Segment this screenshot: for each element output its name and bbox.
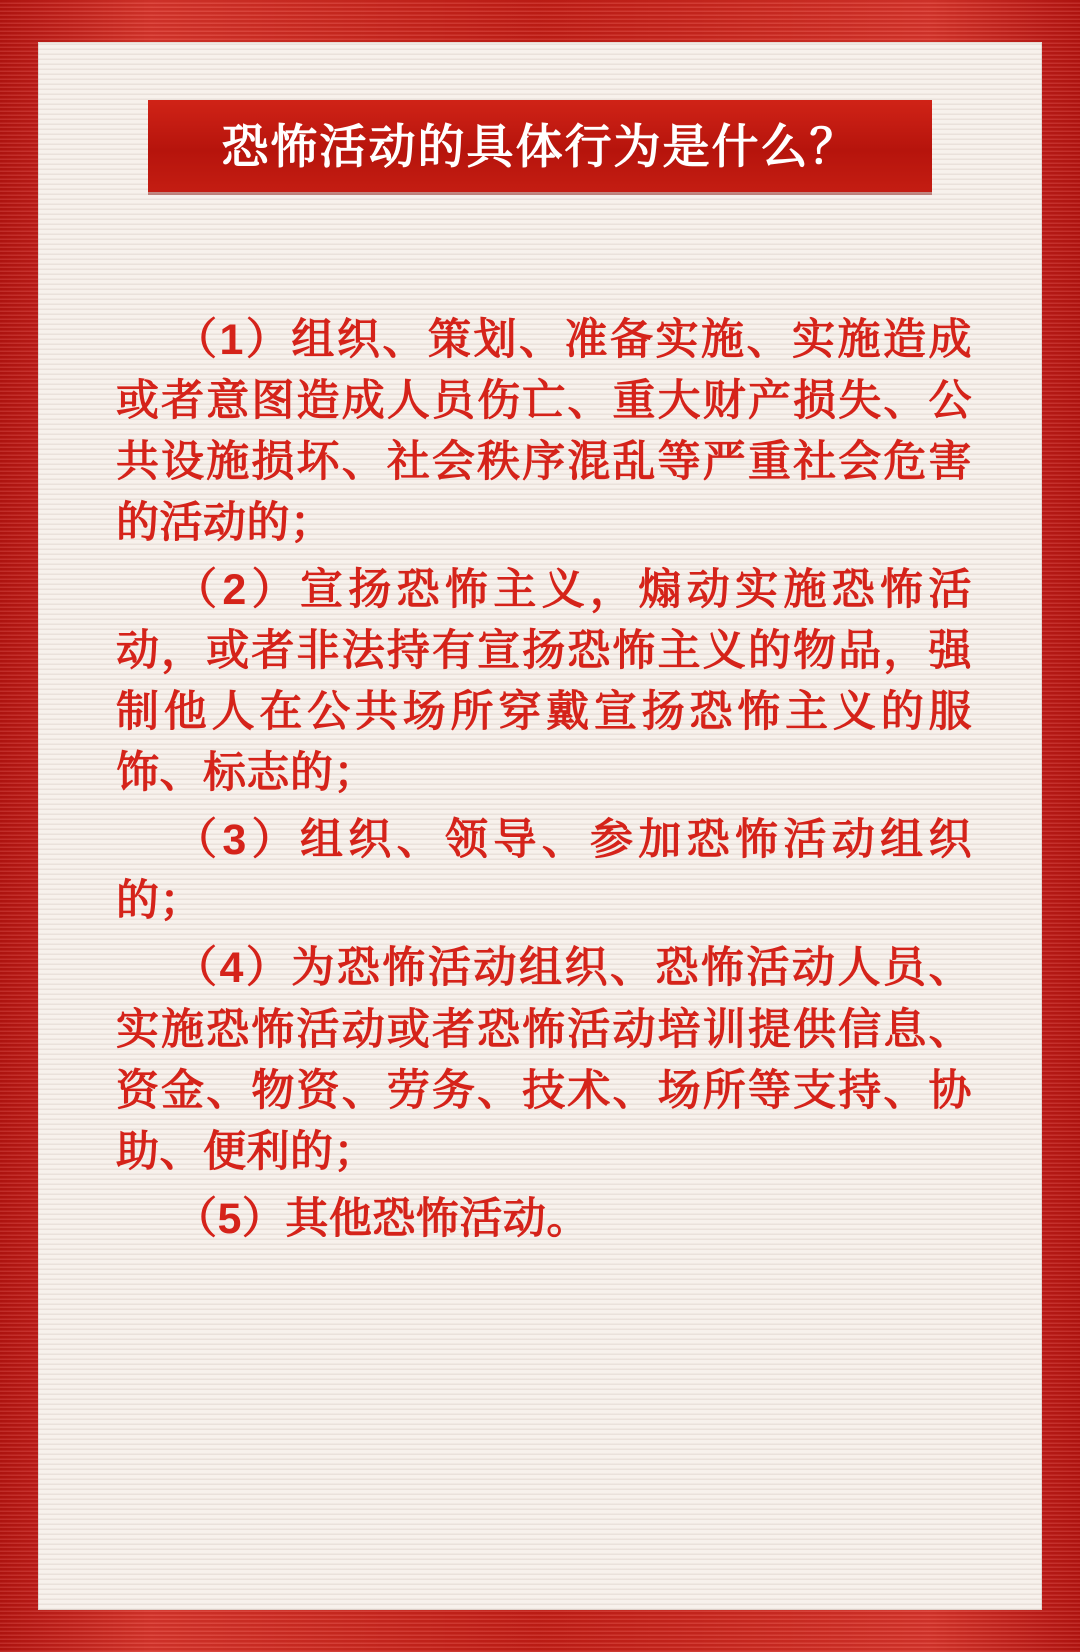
title-banner bbox=[148, 100, 932, 192]
list-item: （3）组织、领导、参加恐怖活动组织的； bbox=[116, 816, 972, 926]
paper-panel bbox=[38, 42, 1042, 1610]
list-item: （1）组织、策划、准备实施、实施造成或者意图造成人员伤亡、重大财产损失、公共设施损坏、社会秩序混乱等严重社会危害的活动的； bbox=[116, 316, 972, 548]
list-item: （4）为恐怖活动组织、恐怖活动人员、实施恐怖活动或者恐怖活动培训提供信息、资金、物资、劳务、技术、场所等支持、协助、便利的； bbox=[116, 944, 972, 1176]
list-item: （5）其他恐怖活动。 bbox=[174, 1194, 590, 1243]
clause-list bbox=[116, 310, 972, 1256]
page-title: 恐怖活动的具体行为是什么？ bbox=[221, 119, 859, 173]
list-item: （2）宣扬恐怖主义，煽动实施恐怖活动，或者非法持有宣扬恐怖主义的物品，强制他人在公共场所穿戴宣扬恐怖主义的服饰、标志的； bbox=[116, 566, 972, 798]
